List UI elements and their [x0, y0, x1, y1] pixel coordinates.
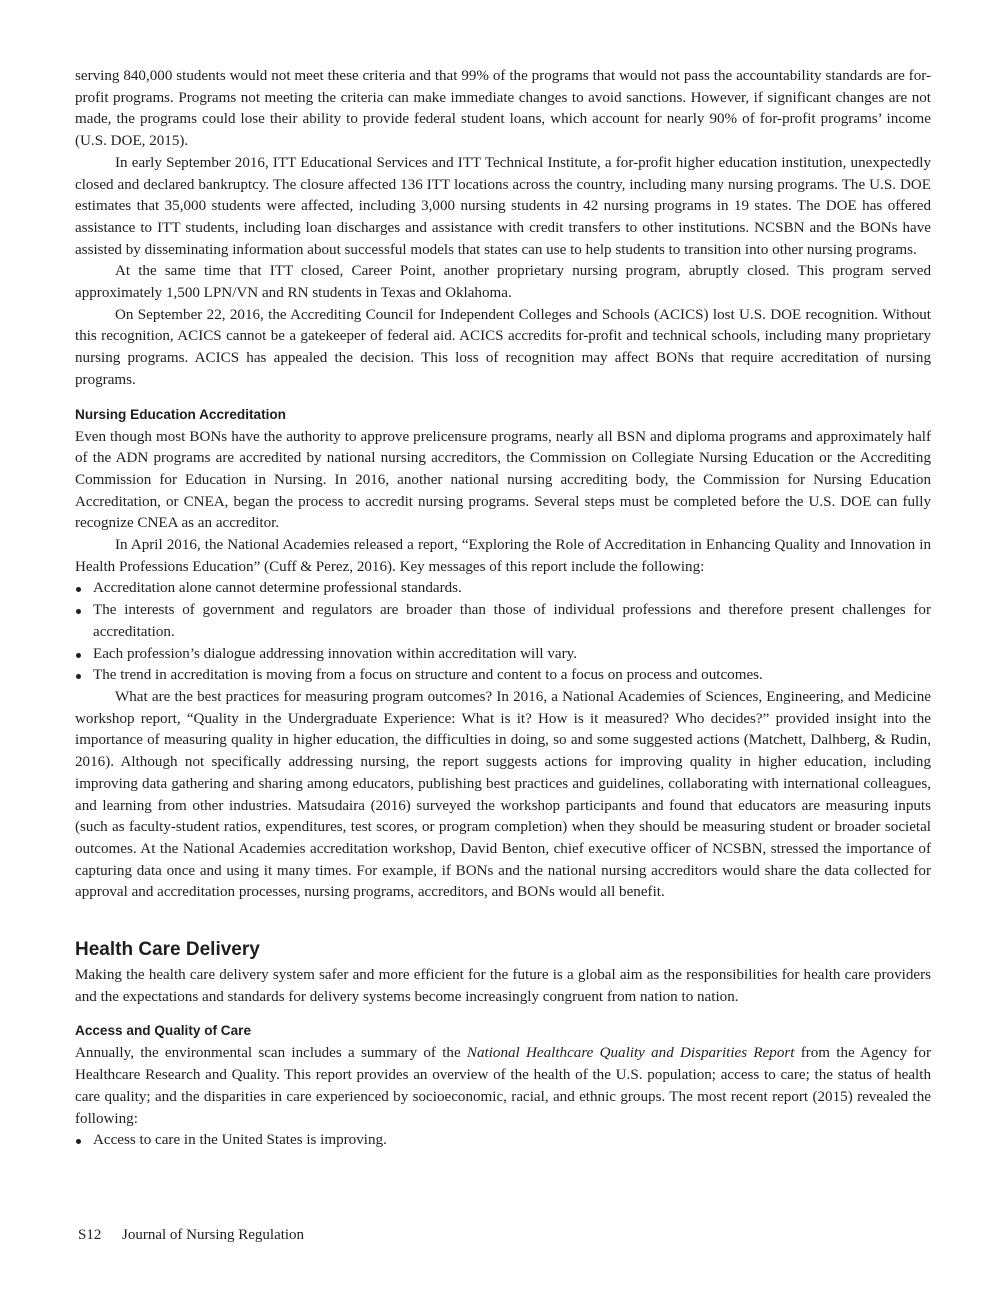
paragraph: On September 22, 2016, the Accrediting Council for Independent Colleges and Schools (ACICS) lost U.S. DOE recognition. Without this recognition, ACICS cannot be a gatekeeper of federal aid. ACICS accredits for-profit and technical schools, including many proprietary nursing programs. ACICS has appealed the decision. This loss of recognition may affect BONs that require accreditation of nursing programs.: [75, 306, 931, 388]
paragraph: [75, 1043, 931, 1130]
paragraph: What are the best practices for measuring program outcomes? In 2016, a National Academies of Sciences, Engineering, and Medicine workshop report, “Quality in the Undergraduate Experience: What is it? How is it measured? Who decides?” provided insight into the importance of measuring quality in higher education, the difficulties in doing, so and some suggested actions (Matchett, Dalhberg, & Rudin, 2016). Although not specifically addressing nursing, the report suggests actions for improving quality in higher education, including improving data gathering and sharing among educators, publishing best practices and guidelines, collaborating with international colleagues, and learning from other industries. Matsudaira (2016) surveyed the workshop participants and found that educators are measuring inputs (such as faculty-student ratios, expenditures, test scores, or program completion) when they should be measuring student or broader societal outcomes. At the National Academies accreditation workshop, David Benton, chief executive officer of NCSBN, stressed the importance of capturing data once and using it many times. For example, if BONs and the national nursing accreditors would share the data collected for approval and accreditation processes, nursing programs, accreditors, and BONs would all benefit.: [75, 688, 931, 901]
paragraph: In April 2016, the National Academies released a report, “Exploring the Role of Accreditation in Enhancing Quality and Innovation in Health Professions Education” (Cuff & Perez, 2016). Key messages of this report include the following:: [75, 537, 931, 575]
section-title-health-care-delivery: Health Care Delivery: [75, 939, 260, 961]
report-title: National Healthcare Quality and Disparities Report: [466, 1045, 795, 1062]
page-content: [75, 66, 931, 1152]
paragraph: Even though most BONs have the authority to approve prelicensure programs, nearly all BSN and diploma programs and approximately half of the ADN programs are accredited by national nursing accreditors, the Commission on Collegiate Nursing Education or the Accrediting Commission for Education in Nursing. In 2016, another national nursing accrediting body, the Commission for Nursing Education Accreditation, or CNEA, began the process to accredit nursing programs. Several steps must be completed before the U.S. DOE can fully recognize CNEA as an accreditor.: [75, 428, 931, 532]
section-spacer: [75, 904, 931, 938]
page-footer: [78, 1227, 304, 1244]
page-number: S12: [78, 1227, 102, 1243]
list-item: Accreditation alone cannot determine professional standards.: [75, 578, 931, 600]
list-item: The trend in accreditation is moving from a focus on structure and content to a focus on process and outcomes.: [75, 665, 931, 687]
journal-name: Journal of Nursing Regulation: [122, 1227, 305, 1243]
list-item: Each profession’s dialogue addressing innovation within accreditation will vary.: [75, 644, 931, 666]
paragraph: In early September 2016, ITT Educational Services and ITT Technical Institute, a for-profit higher education institution, unexpectedly closed and declared bankruptcy. The closure affected 136 ITT locations across the country, including many nursing programs. The U.S. DOE estimates that 35,000 students were affected, including 3,000 nursing students in 42 nursing programs in 19 states. The DOE has offered assistance to ITT students, including loan discharges and assistance with credit transfers to other institutions. NCSBN and the BONs have assisted by disseminating information about successful models that states can use to help students to transition into other nursing programs.: [75, 154, 931, 258]
paragraph: At the same time that ITT closed, Career Point, another proprietary nursing program, abruptly closed. This program served approximately 1,500 LPN/VN and RN students in Texas and Oklahoma.: [75, 263, 931, 302]
bullet-list: [75, 578, 931, 687]
list-item: Access to care in the United States is improving.: [75, 1130, 931, 1152]
section-heading-access-quality: Access and Quality of Care: [75, 1023, 252, 1039]
text-run: from the Agency for Healthcare Research and Quality. This report provides an overview of the health of the U.S. population; access to care; the status of health care quality; and the disparities in care experienced by socioeconomic, racial, and ethnic groups. The most recent report (2015) revealed the following:: [75, 1045, 931, 1127]
list-item: The interests of government and regulators are broader than those of individual professions and therefore present challenges for accreditation.: [75, 600, 931, 643]
bullet-list: [75, 1130, 931, 1152]
paragraph: serving 840,000 students would not meet these criteria and that 99% of the programs that would not pass the accountability standards are for-profit programs. Programs not meeting the criteria can make immediate changes to avoid sanctions. However, if significant changes are not made, the programs could lose their ability to provide federal student loans, which account for nearly 90% of for-profit programs’ income (U.S. DOE, 2015).: [75, 68, 931, 150]
paragraph: Making the health care delivery system safer and more efficient for the future is a global aim as the responsibilities for health care providers and the expectations and standards for delivery systems become increasingly congruent from nation to nation.: [75, 967, 931, 1005]
text-run: Annually, the environmental scan includes a summary of the: [75, 1045, 467, 1062]
section-heading-accreditation: Nursing Education Accreditation: [75, 406, 286, 422]
